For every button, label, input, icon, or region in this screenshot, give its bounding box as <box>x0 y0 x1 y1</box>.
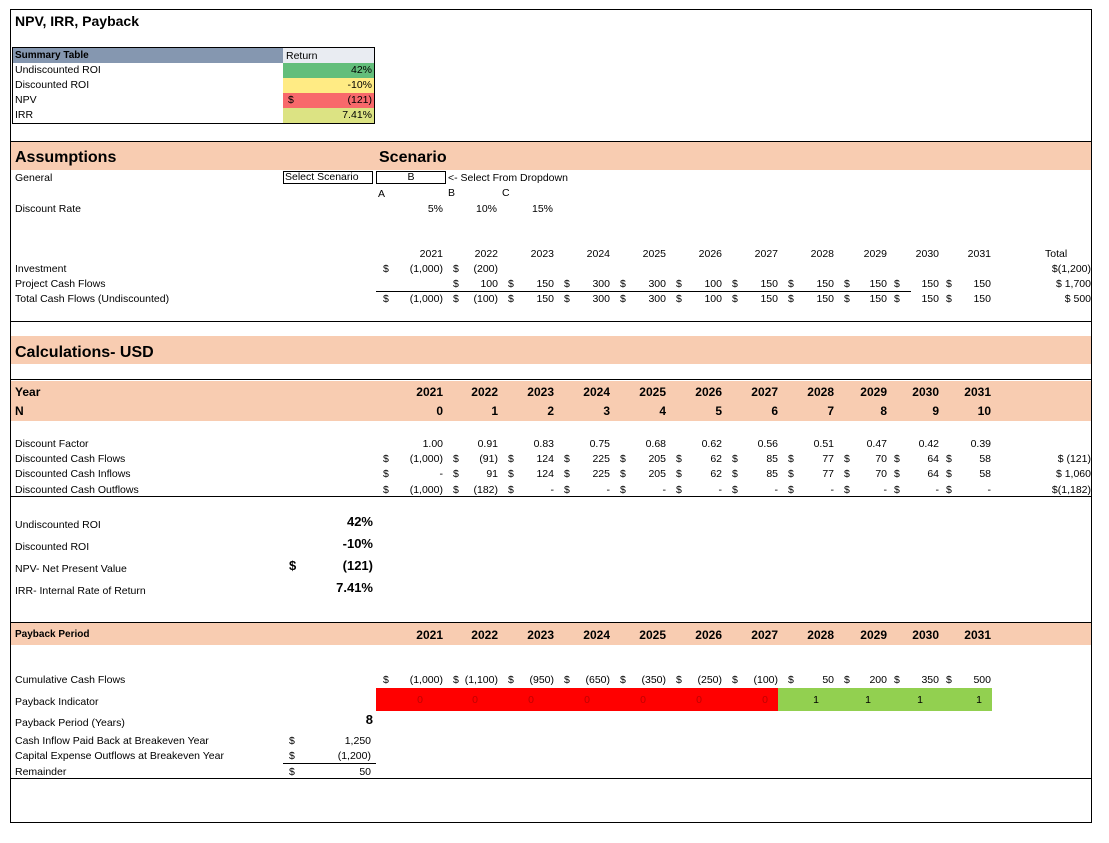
calc-n: 7 <box>827 404 834 418</box>
calc-n: 6 <box>771 404 778 418</box>
discount-rate-c: 15% <box>531 203 553 215</box>
currency-symbol: $ <box>453 484 459 496</box>
summary-row-label: IRR <box>15 109 34 121</box>
investment-cell: (200) <box>473 263 498 275</box>
project-cf-cell: 100 <box>480 278 498 290</box>
currency-symbol: $ <box>383 674 389 686</box>
currency-symbol: $ <box>894 293 900 305</box>
currency-symbol: $ <box>453 674 459 686</box>
investment-total: $(1,200) <box>1051 263 1091 275</box>
project-cf-cell: 150 <box>973 278 991 290</box>
currency-symbol: $ <box>844 468 850 480</box>
currency-symbol: $ <box>564 278 570 290</box>
currency-symbol: $ <box>453 453 459 465</box>
calc-year: 2021 <box>416 385 443 399</box>
payback-year: 2030 <box>912 628 939 642</box>
dco-cell: - <box>606 484 610 496</box>
scenario-letter-c: C <box>502 187 510 199</box>
remainder-value: 50 <box>359 766 371 778</box>
summary-row-label: NPV <box>15 94 37 106</box>
cumulative-cell: 200 <box>869 674 887 686</box>
cumulative-cell: 50 <box>822 674 834 686</box>
payback-year: 2021 <box>416 628 443 642</box>
total-cf-cell: 150 <box>921 293 939 305</box>
dci-cell: 58 <box>979 468 991 480</box>
assumption-year: 2023 <box>530 248 554 260</box>
npv-value: (121) <box>342 558 373 573</box>
discount-factor-cell: 0.51 <box>813 438 834 450</box>
currency-symbol: $ <box>676 468 682 480</box>
currency-symbol: $ <box>383 468 389 480</box>
dcf-cell: 85 <box>766 453 778 465</box>
currency-symbol: $ <box>732 278 738 290</box>
cumulative-cell: (950) <box>529 674 554 686</box>
payback-indicator-value: 1 <box>917 694 923 706</box>
discount-rate-label: Discount Rate <box>15 203 81 215</box>
payback-year: 2022 <box>471 628 498 642</box>
dci-total: $ 1,060 <box>1055 468 1091 480</box>
dci-cell: 225 <box>592 468 610 480</box>
calc-n: 4 <box>659 404 666 418</box>
cumulative-cell: (250) <box>697 674 722 686</box>
payback-indicator-value: 0 <box>584 694 590 706</box>
currency-symbol: $ <box>620 293 626 305</box>
discount-factor-cell: 0.47 <box>866 438 887 450</box>
total-header: Total <box>1045 248 1068 260</box>
cumulative-cell: (1,100) <box>464 674 498 686</box>
currency-symbol: $ <box>946 484 952 496</box>
discount-factor-cell: 1.00 <box>422 438 443 450</box>
dci-cell: 62 <box>710 468 722 480</box>
calc-n: 3 <box>603 404 610 418</box>
currency-symbol: $ <box>564 468 570 480</box>
currency-symbol: $ <box>844 674 850 686</box>
calc-year: 2028 <box>807 385 834 399</box>
summary-row-value: 7.41% <box>342 109 372 121</box>
dco-cell: - <box>987 484 991 496</box>
assumption-year: 2024 <box>586 248 610 260</box>
payback-year: 2031 <box>964 628 991 642</box>
project-cf-cell: 150 <box>536 278 554 290</box>
indicator-label: Payback Indicator <box>15 696 99 708</box>
period-value: 8 <box>365 712 373 727</box>
currency-symbol: $ <box>620 468 626 480</box>
cumulative-cell: (650) <box>585 674 610 686</box>
assumptions-heading: Assumptions <box>15 149 117 166</box>
currency-symbol: $ <box>564 674 570 686</box>
year-label: Year <box>15 385 41 399</box>
currency-symbol: $ <box>946 468 952 480</box>
currency-symbol: $ <box>453 263 459 275</box>
currency-symbol: $ <box>383 263 389 275</box>
currency-symbol: $ <box>508 674 514 686</box>
inflow-value: 1,250 <box>344 735 371 747</box>
dco-cell: (182) <box>473 484 498 496</box>
total-cf-cell: (100) <box>473 293 498 305</box>
currency-symbol: $ <box>844 453 850 465</box>
payback-indicator-value: 0 <box>762 694 768 706</box>
currency-symbol: $ <box>453 293 459 305</box>
assumption-year: 2026 <box>698 248 722 260</box>
total-cf-cell: 300 <box>648 293 666 305</box>
currency-symbol: $ <box>732 293 738 305</box>
currency-symbol: $ <box>508 468 514 480</box>
calc-year: 2023 <box>527 385 554 399</box>
dcf-cell: 225 <box>592 453 610 465</box>
dcf-cell: (91) <box>479 453 498 465</box>
capex-value: (1,200) <box>337 750 371 762</box>
currency-symbol: $ <box>894 674 900 686</box>
currency-symbol: $ <box>788 278 794 290</box>
irr-label: IRR- Internal Rate of Return <box>15 585 146 597</box>
disc-roi-label: Discounted ROI <box>15 541 90 553</box>
cumulative-cell: (1,000) <box>409 674 443 686</box>
total-cf-total: $ 500 <box>1064 293 1091 305</box>
dci-cell: 77 <box>822 468 834 480</box>
dcf-cell: 77 <box>822 453 834 465</box>
currency-symbol: $ <box>894 468 900 480</box>
irr-value: 7.41% <box>336 580 373 595</box>
calc-n: 2 <box>547 404 554 418</box>
currency-symbol: $ <box>844 278 850 290</box>
currency-symbol: $ <box>676 293 682 305</box>
calc-year: 2027 <box>751 385 778 399</box>
cumulative-cell: 500 <box>973 674 991 686</box>
currency-symbol: $ <box>564 293 570 305</box>
currency-symbol: $ <box>676 278 682 290</box>
dco-cell: - <box>774 484 778 496</box>
currency-symbol: $ <box>620 484 626 496</box>
cumulative-cell: (100) <box>753 674 778 686</box>
currency-symbol: $ <box>946 674 952 686</box>
assumption-year: 2022 <box>474 248 498 260</box>
scenario-letter-b: B <box>448 187 456 199</box>
dcf-label: Discounted Cash Flows <box>15 453 126 465</box>
currency-symbol: $ <box>676 674 682 686</box>
summary-row-label: Undiscounted ROI <box>15 64 101 76</box>
total-cf-cell: 150 <box>816 293 834 305</box>
dcf-cell: 205 <box>648 453 666 465</box>
calc-year: 2025 <box>639 385 666 399</box>
assumption-year: 2027 <box>754 248 778 260</box>
project-cash-flows-label: Project Cash Flows <box>15 278 106 290</box>
total-cf-cell: 150 <box>869 293 887 305</box>
project-cf-cell: 150 <box>869 278 887 290</box>
payback-year: 2029 <box>860 628 887 642</box>
total-cf-cell: 300 <box>592 293 610 305</box>
currency-symbol: $ <box>844 293 850 305</box>
currency-symbol: $ <box>620 674 626 686</box>
total-cf-cell: 100 <box>704 293 722 305</box>
dcf-cell: 62 <box>710 453 722 465</box>
currency-symbol: $ <box>788 468 794 480</box>
general-label: General <box>15 172 53 184</box>
payback-year: 2024 <box>583 628 610 642</box>
calc-year: 2024 <box>583 385 610 399</box>
discount-rate-b: 10% <box>475 203 497 215</box>
discount-factor-cell: 0.62 <box>701 438 722 450</box>
currency-symbol: $ <box>508 453 514 465</box>
project-cf-cell: 150 <box>816 278 834 290</box>
calc-n: 1 <box>491 404 498 418</box>
summary-row-value: -10% <box>347 79 372 91</box>
payback-indicator-value: 0 <box>472 694 478 706</box>
assumption-year: 2028 <box>810 248 834 260</box>
currency-symbol: $ <box>946 453 952 465</box>
calc-n: 10 <box>977 404 991 418</box>
summary-header-value: Return <box>286 50 318 62</box>
dci-cell: - <box>439 468 443 480</box>
currency-symbol: $ <box>508 293 514 305</box>
assumption-year: 2021 <box>419 248 443 260</box>
dco-total: $(1,182) <box>1051 484 1091 496</box>
project-cf-cell: 300 <box>592 278 610 290</box>
discount-factor-cell: 0.75 <box>589 438 610 450</box>
scenario-heading: Scenario <box>379 149 447 166</box>
summary-table <box>12 47 375 124</box>
assumption-year: 2029 <box>863 248 887 260</box>
project-cf-cell: 300 <box>648 278 666 290</box>
currency-symbol: $ <box>946 278 952 290</box>
calculations-band <box>11 336 1091 364</box>
summary-row-label: Discounted ROI <box>15 79 90 91</box>
project-cf-cell: 150 <box>921 278 939 290</box>
calc-n: 8 <box>880 404 887 418</box>
currency-symbol: $ <box>453 278 459 290</box>
dco-cell: (1,000) <box>409 484 443 496</box>
summary-row-currency: $ <box>288 94 294 106</box>
dci-cell: 205 <box>648 468 666 480</box>
dci-cell: 64 <box>927 468 939 480</box>
dcf-cell: (1,000) <box>409 453 443 465</box>
discount-factor-cell: 0.68 <box>645 438 666 450</box>
assumptions-band <box>11 142 1091 170</box>
dci-cell: 85 <box>766 468 778 480</box>
total-cf-cell: (1,000) <box>409 293 443 305</box>
summary-row-value: (121) <box>347 94 372 106</box>
currency-symbol: $ <box>564 484 570 496</box>
cumulative-cell: (350) <box>641 674 666 686</box>
currency-symbol: $ <box>383 453 389 465</box>
remainder-label: Remainder <box>15 766 67 778</box>
dcf-cell: 124 <box>536 453 554 465</box>
assumption-year: 2031 <box>967 248 991 260</box>
dco-label: Discounted Cash Outflows <box>15 484 139 496</box>
currency-symbol: $ <box>894 484 900 496</box>
currency-symbol: $ <box>732 468 738 480</box>
payback-indicator-value: 0 <box>640 694 646 706</box>
discount-factor-label: Discount Factor <box>15 438 89 450</box>
investment-label: Investment <box>15 263 67 275</box>
n-label: N <box>15 404 24 418</box>
total-cash-flows-label: Total Cash Flows (Undiscounted) <box>15 293 170 305</box>
currency-symbol: $ <box>383 484 389 496</box>
total-cf-cell: 150 <box>536 293 554 305</box>
summary-header-label: Summary Table <box>15 50 89 61</box>
calculations-heading: Calculations- USD <box>15 344 154 361</box>
calc-year: 2026 <box>695 385 722 399</box>
discount-factor-cell: 0.56 <box>757 438 778 450</box>
currency-symbol: $ <box>788 484 794 496</box>
discount-factor-cell: 0.39 <box>970 438 991 450</box>
investment-cell: (1,000) <box>409 263 443 275</box>
currency-symbol: $ <box>844 484 850 496</box>
currency-symbol: $ <box>788 293 794 305</box>
disc-roi-value: -10% <box>342 536 373 551</box>
discount-rate-a: 5% <box>427 203 443 215</box>
dci-label: Discounted Cash Inflows <box>15 468 131 480</box>
dci-cell: 91 <box>486 468 498 480</box>
payback-indicator-value: 0 <box>696 694 702 706</box>
discount-factor-cell: 0.91 <box>477 438 498 450</box>
payback-year: 2025 <box>639 628 666 642</box>
currency-symbol: $ <box>946 293 952 305</box>
spreadsheet-sheet: NPV, IRR, Payback Summary Table Return Undiscounted ROI 42% Discounted ROI -10% NPV $ (121) IRR 7.41% Assumptions Scenario General Select Scenario B <- Select From Dropdown A B C Discount Rate 5% 10% 15% Total Investment Project Cash Flows Total Cash Flows (Undiscounted) $(1,200) $ 1,700 $ 500 Calculations- USD Year N Discount Factor Discounted Cash Flows Discounted Cash Inflows Discounted Cash Outflows $ (121) $ 1,060 $(1,182) Undiscounted ROI 42% Discounted ROI -10% NPV- Net Present Value $ (121) IRR- Internal Rate of Return 7.41% Payback Period Cumulative Cash Flows Payback Indicator Payback Period (Years) 8 Cash Inflow Paid Back at Breakeven Year Capital Expense Outflows at Breakeven Year Remainder $ $ $ 1,250 (1,200) 50 2021 2022 2023 2024 2025 2026 2027 2028 2029 2030 2031 $ (1,000) $ (200) $ 100 $ 150 $ 300 $ 300 $ 100 $ 150 $ 150 $ 150 $ 150 $ 150 $ (1,000) $ (100) $ 150 $ 300 $ 300 $ 100 $ 150 $ 150 $ 150 $ 150 $ 150 2021 0 2022 1 2023 2 2024 3 2025 4 2026 5 2027 6 2028 7 2029 8 2030 9 2031 10 1.00 0.91 0.83 0.75 0.68 0.62 0.56 0.51 0.47 0.42 0.39 $ (1,000) $ (91) $ 124 $ 225 $ 205 $ 62 $ 85 $ 77 $ 70 $ 64 $ 58 $ - $ 91 $ 124 $ 225 $ 205 $ 62 $ 85 $ 77 $ 70 $ 64 $ 58 $ (1,000) $ (182) $ - $ - $ - $ - $ - $ - $ - $ - $ - 2021 2022 2023 2024 2025 2026 2027 2028 2029 2030 2031 $ (1,000) $ (1,100) $ (950) $ (650) $ (350) $ (250) $ (100) $ 50 $ 200 $ 350 $ 500 0 0 0 0 0 0 0 1 1 1 1 <box>10 9 1092 823</box>
sheet-title: NPV, IRR, Payback <box>15 13 139 29</box>
inflow-label: Cash Inflow Paid Back at Breakeven Year <box>15 735 209 747</box>
currency-symbol: $ <box>788 674 794 686</box>
undisc-roi-value: 42% <box>346 514 373 529</box>
currency-symbol: $ <box>732 453 738 465</box>
scenario-letter-a: A <box>378 188 386 200</box>
dco-cell: - <box>718 484 722 496</box>
dcf-cell: 64 <box>927 453 939 465</box>
discount-factor-cell: 0.83 <box>533 438 554 450</box>
currency-symbol: $ <box>508 278 514 290</box>
npv-label: NPV- Net Present Value <box>15 563 127 575</box>
payback-heading: Payback Period <box>15 629 90 640</box>
calc-n: 0 <box>436 404 443 418</box>
dco-cell: - <box>883 484 887 496</box>
project-cf-cell: 150 <box>760 278 778 290</box>
currency-symbol: $ <box>732 674 738 686</box>
currency-symbol: $ <box>732 484 738 496</box>
dcf-total: $ (121) <box>1057 453 1091 465</box>
currency-symbol: $ <box>894 453 900 465</box>
cumulative-label: Cumulative Cash Flows <box>15 674 126 686</box>
calc-year: 2029 <box>860 385 887 399</box>
currency-symbol: $ <box>383 293 389 305</box>
payback-year: 2027 <box>751 628 778 642</box>
dropdown-hint: <- Select From Dropdown <box>448 172 568 184</box>
dco-cell: - <box>550 484 554 496</box>
undisc-roi-label: Undiscounted ROI <box>15 519 101 531</box>
total-cf-cell: 150 <box>760 293 778 305</box>
payback-indicator-value: 1 <box>976 694 982 706</box>
dci-cell: 70 <box>875 468 887 480</box>
currency-symbol: $ <box>620 453 626 465</box>
currency-symbol: $ <box>453 468 459 480</box>
assumption-year: 2030 <box>915 248 939 260</box>
payback-indicator-value: 1 <box>865 694 871 706</box>
capex-label: Capital Expense Outflows at Breakeven Year <box>15 750 224 762</box>
dco-cell: - <box>935 484 939 496</box>
payback-year: 2026 <box>695 628 722 642</box>
currency-symbol: $ <box>564 453 570 465</box>
summary-row-value: 42% <box>350 64 372 76</box>
cumulative-cell: 350 <box>921 674 939 686</box>
period-label: Payback Period (Years) <box>15 717 125 729</box>
calc-year: 2031 <box>964 385 991 399</box>
select-scenario-label: Select Scenario <box>283 171 373 184</box>
dcf-cell: 70 <box>875 453 887 465</box>
currency-symbol: $ <box>508 484 514 496</box>
calc-year: 2030 <box>912 385 939 399</box>
currency-symbol: $ <box>676 453 682 465</box>
currency-symbol: $ <box>676 484 682 496</box>
assumption-year: 2025 <box>642 248 666 260</box>
currency-symbol: $ <box>620 278 626 290</box>
dcf-cell: 58 <box>979 453 991 465</box>
payback-year: 2028 <box>807 628 834 642</box>
dco-cell: - <box>830 484 834 496</box>
total-cf-cell: 150 <box>973 293 991 305</box>
payback-indicator-value: 1 <box>813 694 819 706</box>
calc-year: 2022 <box>471 385 498 399</box>
calc-n: 9 <box>932 404 939 418</box>
npv-currency: $ <box>289 558 297 573</box>
project-cf-total: $ 1,700 <box>1055 278 1091 290</box>
dci-cell: 124 <box>536 468 554 480</box>
payback-indicator-value: 0 <box>417 694 423 706</box>
dco-cell: - <box>662 484 666 496</box>
payback-indicator-value: 0 <box>528 694 534 706</box>
currency-symbol: $ <box>788 453 794 465</box>
scenario-dropdown[interactable]: B <box>376 171 446 184</box>
payback-year: 2023 <box>527 628 554 642</box>
discount-factor-cell: 0.42 <box>918 438 939 450</box>
currency-symbol: $ <box>894 278 900 290</box>
calc-n: 5 <box>715 404 722 418</box>
project-cf-cell: 100 <box>704 278 722 290</box>
